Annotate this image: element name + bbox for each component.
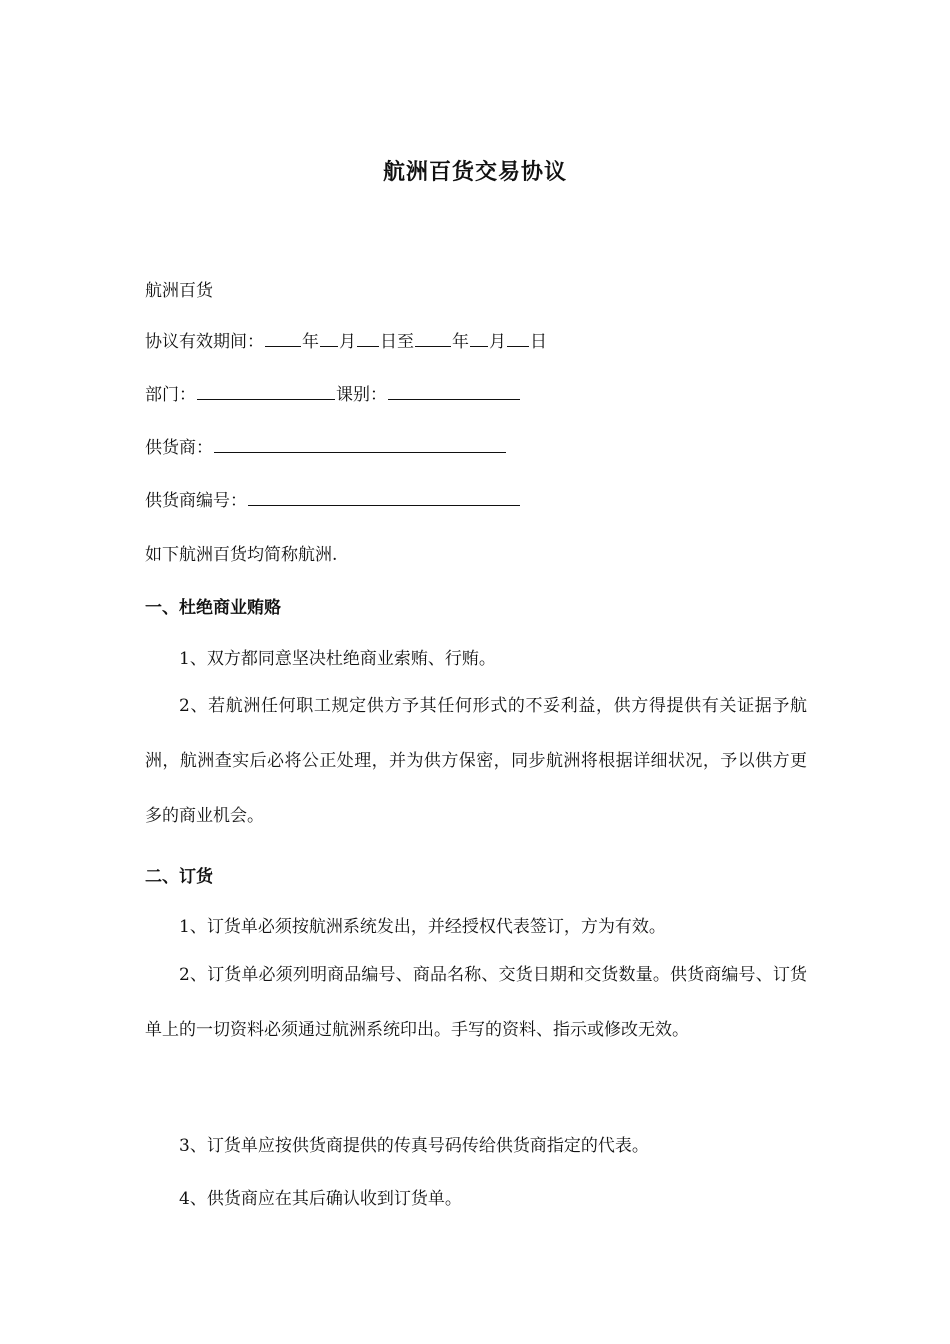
section2-item2: 2、订货单必须列明商品编号、商品名称、交货日期和交货数量。供货商编号、订货单上的一切资料必须通过航洲系统印出。手写的资料、指示或修改无效。 bbox=[145, 965, 807, 1040]
month-label-2: 月 bbox=[489, 332, 506, 352]
month-label-1: 月 bbox=[339, 332, 356, 352]
section2-item4: 4、供货商应在其后确认收到订货单。 bbox=[179, 1189, 462, 1209]
supplier-number-label: 供货商编号： bbox=[145, 491, 247, 511]
section-label: 课别： bbox=[336, 385, 387, 405]
section-blank bbox=[388, 384, 520, 400]
department-blank bbox=[197, 384, 335, 400]
day-to-label: 日至 bbox=[380, 332, 414, 352]
section2-heading: 二、订货 bbox=[145, 867, 213, 887]
section2-item3: 3、订货单应按供货商提供的传真号码传给供货商指定的代表。 bbox=[179, 1136, 649, 1156]
section1-heading: 一、杜绝商业贿赂 bbox=[145, 598, 281, 618]
document-title: 航洲百货交易协议 bbox=[382, 159, 567, 185]
company-name: 航洲百货 bbox=[145, 281, 213, 301]
validity-line bbox=[145, 327, 547, 352]
year-blank-2 bbox=[415, 331, 451, 347]
day-blank-2 bbox=[507, 331, 529, 347]
section1-item1: 1、双方都同意坚决杜绝商业索贿、行贿。 bbox=[179, 649, 496, 669]
department-label: 部门： bbox=[145, 385, 196, 405]
supplier-line bbox=[145, 433, 507, 458]
year-label-1: 年 bbox=[302, 332, 319, 352]
year-label-2: 年 bbox=[452, 332, 469, 352]
supplier-label: 供货商： bbox=[145, 438, 213, 458]
supplier-blank bbox=[214, 437, 506, 453]
department-line bbox=[145, 380, 521, 405]
day-label-2: 日 bbox=[530, 332, 547, 352]
supplier-number-line bbox=[145, 486, 521, 511]
section2-item1: 1、订货单必须按航洲系统发出，并经授权代表签订，方为有效。 bbox=[179, 917, 666, 937]
abbreviation-note: 如下航洲百货均简称航洲. bbox=[145, 545, 338, 565]
month-blank-1 bbox=[320, 331, 338, 347]
section1-item2: 2、若航洲任何职工规定供方予其任何形式的不妥利益，供方得提供有关证据予航洲，航洲查实后必将公正处理，并为供方保密，同步航洲将根据详细状况，予以供方更多的商业机会。 bbox=[145, 696, 807, 826]
supplier-number-blank bbox=[248, 490, 520, 506]
month-blank-2 bbox=[470, 331, 488, 347]
year-blank-1 bbox=[265, 331, 301, 347]
validity-label: 协议有效期间： bbox=[145, 332, 264, 352]
day-blank-1 bbox=[357, 331, 379, 347]
